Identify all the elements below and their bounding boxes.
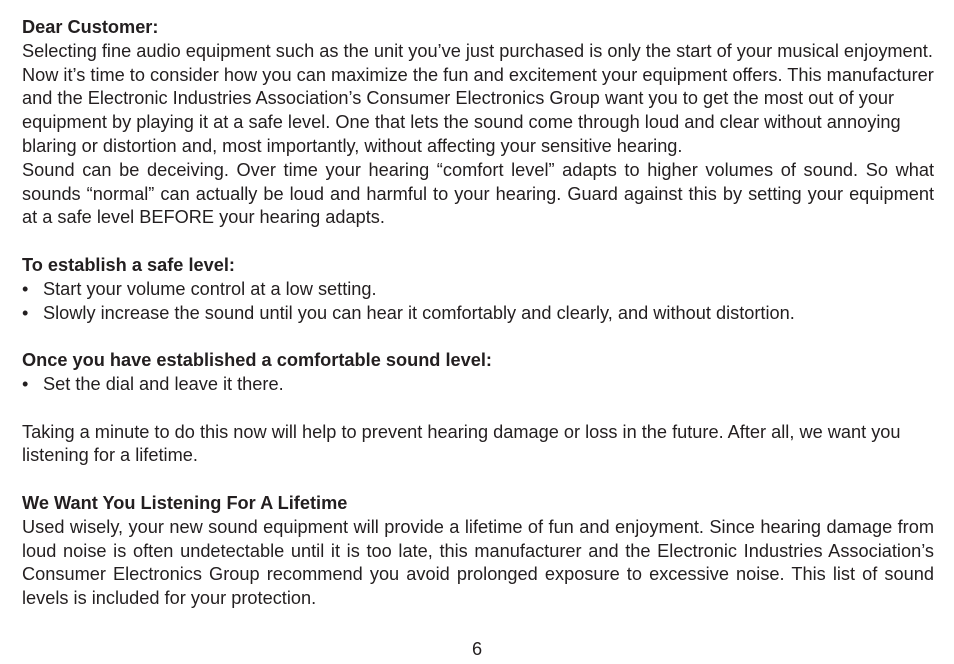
spacer [22, 325, 934, 349]
intro-paragraph: Selecting fine audio equipment such as the unit you’ve just purchased is only the start of your musical enjoyment. Now it’s time to consider how you can maximize the fun and excitement your equipment offers. This manufacturer and the Electronic Industries Association’s Consumer Electronics Group want you to get the most out of your equipment by playing it at a safe level. One that lets the sound come through loud and clear without annoying blaring or distortion and, most importantly, without affecting your sensitive hearing. [22, 40, 934, 156]
bullet-icon: • [22, 278, 29, 299]
deceiving-paragraph: Sound can be deceiving. Over time your hearing “comfort level” adapts to higher volumes of sound. So what sounds “normal” can actually be loud and harmful to your hearing. Guard against this by setting your equipment at a safe level BEFORE your hearing adapts. [22, 159, 934, 228]
list-item [22, 373, 934, 397]
greeting-heading: Dear Customer: [22, 17, 159, 37]
safe-level-heading: To establish a safe level: [22, 254, 235, 275]
list-item-text: Start your volume control at a low setting. [43, 278, 377, 299]
spacer [22, 230, 934, 254]
safe-level-list [22, 278, 934, 326]
minute-paragraph: Taking a minute to do this now will help to prevent hearing damage or loss in the future. After all, we want you listening for a lifetime. [22, 421, 901, 466]
spacer [22, 468, 934, 492]
document-page [22, 16, 934, 611]
comfortable-list [22, 373, 934, 397]
list-item [22, 278, 934, 302]
page-number: 6 [471, 639, 483, 659]
list-item-text: Slowly increase the sound until you can hear it comfortably and clearly, and without distortion. [43, 302, 795, 323]
spacer [22, 397, 934, 421]
bullet-icon: • [22, 373, 29, 394]
bullet-icon: • [22, 302, 29, 323]
lifetime-paragraph: Used wisely, your new sound equipment will provide a lifetime of fun and enjoyment. Since hearing damage from loud noise is often undetectable until it is too late, this manufacturer and the Electronic Industries Association’s Consumer Electronics Group recommend you avoid prolonged exposure to excessive noise. This list of sound levels is included for your protection. [22, 516, 934, 609]
list-item [22, 302, 934, 326]
list-item-text: Set the dial and leave it there. [43, 373, 284, 394]
comfortable-heading: Once you have established a comfortable sound level: [22, 350, 492, 371]
lifetime-heading: We Want You Listening For A Lifetime [22, 492, 348, 513]
